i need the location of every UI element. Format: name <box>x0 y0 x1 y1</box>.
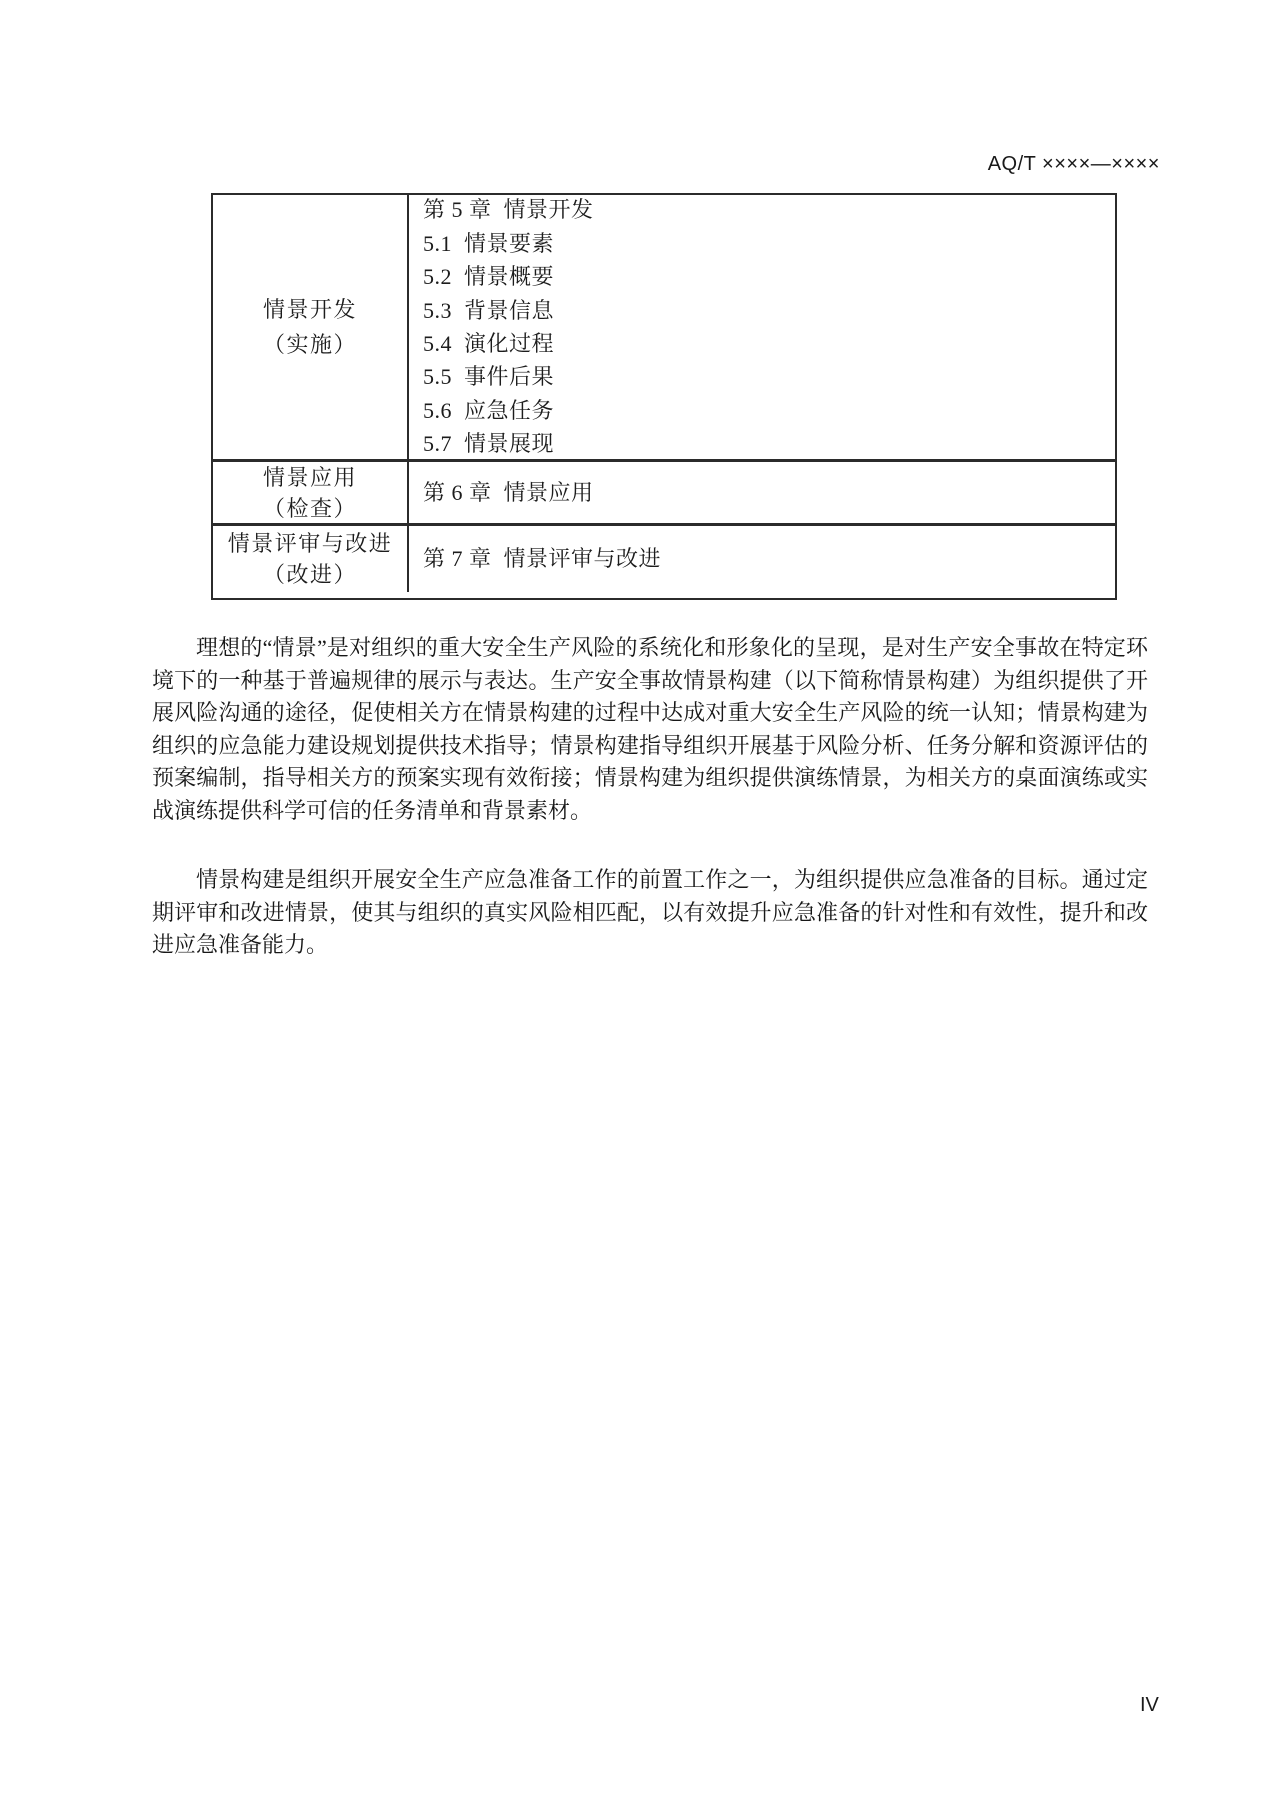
stage-name: 情景评审与改进 <box>227 531 393 556</box>
chapter-line: 5.6 应急任务 <box>423 397 555 423</box>
chapter-line: 5.5 事件后果 <box>423 364 555 390</box>
stage-pdca-phase: （检查） <box>262 495 357 521</box>
chapter-cell <box>409 195 1115 459</box>
standard-code-header: AQ/T ××××—×××× <box>987 153 1160 175</box>
table-row <box>213 195 1115 462</box>
stage-pdca-phase: （改进） <box>262 562 357 587</box>
chapter-line: 第 7 章 情景评审与改进 <box>423 546 662 572</box>
chapter-line: 5.3 背景信息 <box>423 297 555 323</box>
stage-cell <box>213 195 409 459</box>
intro-paragraph-2: 情景构建是组织开展安全生产应急准备工作的前置工作之一，为组织提供应急准备的目标。通过定期评审和改进情景，使其与组织的真实风险相匹配，以有效提升应急准备的针对性和有效性，提升和改进应急准备能力。 <box>152 867 1148 957</box>
chapter-cell <box>409 462 1115 523</box>
table-row <box>213 462 1115 526</box>
chapter-line: 5.4 演化过程 <box>423 331 555 356</box>
stage-name: 情景开发 <box>262 297 357 322</box>
stage-pdca-phase: （实施） <box>262 332 357 357</box>
chapter-line: 5.7 情景展现 <box>423 431 555 457</box>
body-text <box>152 632 1148 962</box>
page-number: IV <box>1140 1694 1159 1716</box>
table-row <box>213 526 1115 592</box>
stage-name: 情景应用 <box>262 464 357 490</box>
chapter-line: 5.1 情景要素 <box>423 230 555 256</box>
stage-cell <box>213 462 409 523</box>
chapter-cell <box>409 526 1115 592</box>
pdca-chapter-table <box>211 193 1117 600</box>
chapter-line: 第 6 章 情景应用 <box>423 479 594 505</box>
chapter-line: 5.2 情景概要 <box>423 264 555 290</box>
intro-paragraph-1: 理想的“情景”是对组织的重大安全生产风险的系统化和形象化的呈现，是对生产安全事故在特定环境下的一种基于普遍规律的展示与表达。生产安全事故情景构建（以下简称情景构建）为组织提供了开展风险沟通的途径，促使相关方在情景构建的过程中达成对重大安全生产风险的统一认知；情景构建为组织的应急能力建设规划提供技术指导；情景构建指导组织开展基于风险分析、任务分解和资源评估的预案编制，指导相关方的预案实现有效衔接；情景构建为组织提供演练情景，为相关方的桌面演练或实战演练提供科学可信的任务清单和背景素材。 <box>152 635 1148 823</box>
chapter-line: 第 5 章 情景开发 <box>423 197 594 223</box>
stage-cell <box>213 526 409 592</box>
